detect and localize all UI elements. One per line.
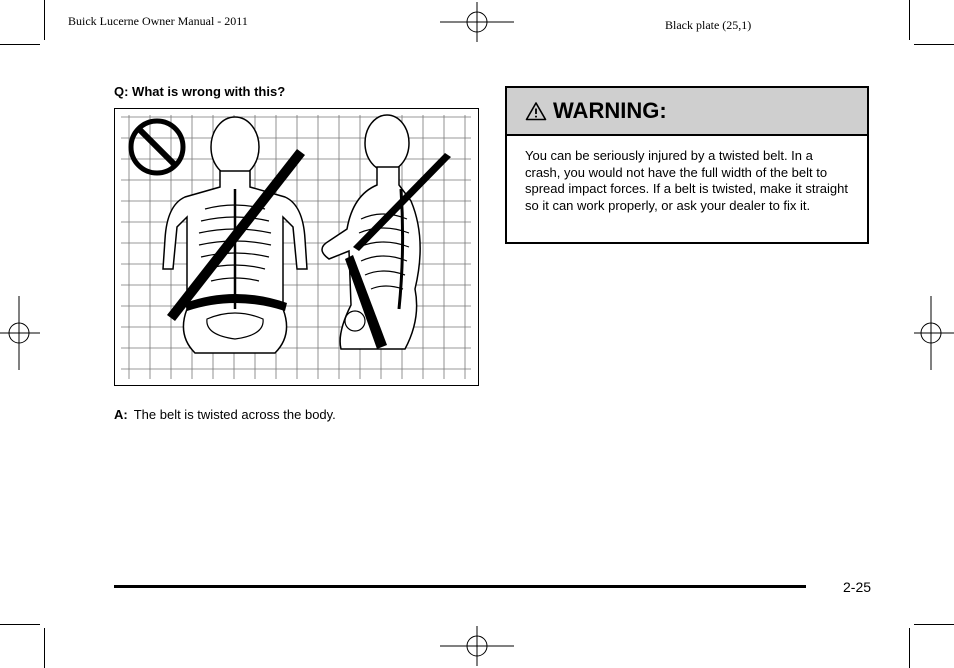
crop-mark bbox=[909, 0, 910, 40]
page-number: 2-25 bbox=[843, 579, 872, 595]
registration-mark-top bbox=[440, 2, 514, 42]
question-text: Q: What is wrong with this? bbox=[114, 84, 286, 99]
registration-mark-right bbox=[914, 296, 954, 370]
crop-mark bbox=[0, 44, 40, 45]
illustration-drawing bbox=[115, 109, 478, 385]
crop-mark bbox=[909, 628, 910, 668]
warning-box bbox=[505, 86, 869, 244]
header-title: Buick Lucerne Owner Manual - 2011 bbox=[68, 14, 248, 28]
registration-mark-left bbox=[0, 296, 40, 370]
twisted-belt-illustration bbox=[114, 108, 479, 386]
answer bbox=[114, 407, 336, 422]
warning-header bbox=[507, 88, 867, 136]
prohibited-icon bbox=[131, 121, 183, 173]
crop-mark bbox=[0, 624, 40, 625]
answer-text: The belt is twisted across the body. bbox=[133, 407, 336, 422]
warning-text: You can be seriously injured by a twisted belt. In a crash, you would not have the full width of the belt to spread impact forces. If a belt is twisted, make it straight so it can work properly, or ask your dealer to fix it. bbox=[525, 148, 848, 213]
crop-mark bbox=[914, 624, 954, 625]
crop-mark bbox=[44, 628, 45, 668]
crop-mark bbox=[44, 0, 45, 40]
crop-mark bbox=[914, 44, 954, 45]
footer-rule bbox=[114, 585, 806, 588]
registration-mark-bottom bbox=[440, 626, 514, 666]
warning-title: WARNING: bbox=[553, 98, 667, 123]
warning-triangle-icon bbox=[525, 101, 547, 121]
answer-label: A: bbox=[114, 407, 128, 422]
header-plate: Black plate (25,1) bbox=[665, 18, 752, 32]
